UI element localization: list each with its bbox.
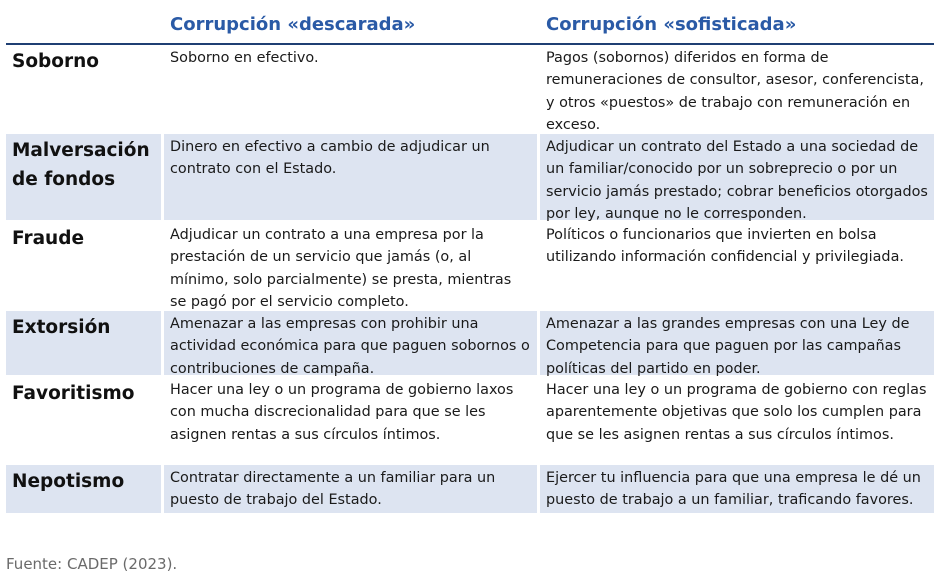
cell-sofisticada: Adjudicar un contrato del Estado a una sociedad de un familiar/conocido por un sobreprecio o por un servicio jamás prestado; cobrar beneficios otorgados por ley, aunque no le corresponden. <box>546 139 928 222</box>
row-label: Extorsión <box>6 311 164 375</box>
header-sofisticada: Corrupción «sofisticada» <box>546 14 797 35</box>
row-label: Soborno <box>6 45 164 132</box>
source-note: Fuente: CADEP (2023). <box>6 555 178 573</box>
table-row-extorsion <box>6 311 934 377</box>
header-descarada: Corrupción «descarada» <box>170 14 416 35</box>
row-label: Fraude <box>6 222 164 309</box>
table-row-nepotismo <box>6 465 934 515</box>
cell-sofisticada: Políticos o funcionarios que invierten en bolsa utilizando información confidencial y privilegiada. <box>546 227 904 266</box>
cell-sofisticada: Amenazar a las grandes empresas con una Ley de Competencia para que paguen por las campañas políticas del partido en poder. <box>546 316 910 377</box>
row-label: Nepotismo <box>6 465 164 513</box>
corruption-table <box>6 8 934 515</box>
table-header-row <box>6 8 934 45</box>
cell-descarada: Amenazar a las empresas con prohibir una actividad económica para que paguen sobornos o contribuciones de campaña. <box>164 311 540 375</box>
cell-descarada: Adjudicar un contrato a una empresa por la prestación de un servicio que jamás (o, al mínimo, solo parcialmente) se presta, mientras se pagó por el servicio completo. <box>164 222 540 309</box>
table-row-malversacion <box>6 134 934 222</box>
header-empty <box>6 8 164 43</box>
cell-sofisticada: Hacer una ley o un programa de gobierno con reglas aparentemente objetivas que solo los cumplen para que se les asignen rentas a sus círculos íntimos. <box>546 382 927 443</box>
row-label: Malversación de fondos <box>6 134 164 220</box>
table-row-favoritismo <box>6 377 934 465</box>
cell-descarada: Hacer una ley o un programa de gobierno laxos con mucha discrecionalidad para que se les asignen rentas a sus círculos íntimos. <box>164 377 540 463</box>
cell-descarada: Contratar directamente a un familiar para un puesto de trabajo del Estado. <box>164 465 540 513</box>
row-label: Favoritismo <box>6 377 164 463</box>
cell-descarada: Soborno en efectivo. <box>164 45 540 132</box>
cell-sofisticada: Ejercer tu influencia para que una empresa le dé un puesto de trabajo a un familiar, traficando favores. <box>546 470 921 509</box>
cell-descarada: Dinero en efectivo a cambio de adjudicar un contrato con el Estado. <box>164 134 540 220</box>
table-row-soborno <box>6 45 934 134</box>
cell-sofisticada: Pagos (sobornos) diferidos en forma de remuneraciones de consultor, asesor, conferencista, y otros «puestos» de trabajo con remuneración en exceso. <box>546 50 924 133</box>
table-row-fraude <box>6 222 934 311</box>
